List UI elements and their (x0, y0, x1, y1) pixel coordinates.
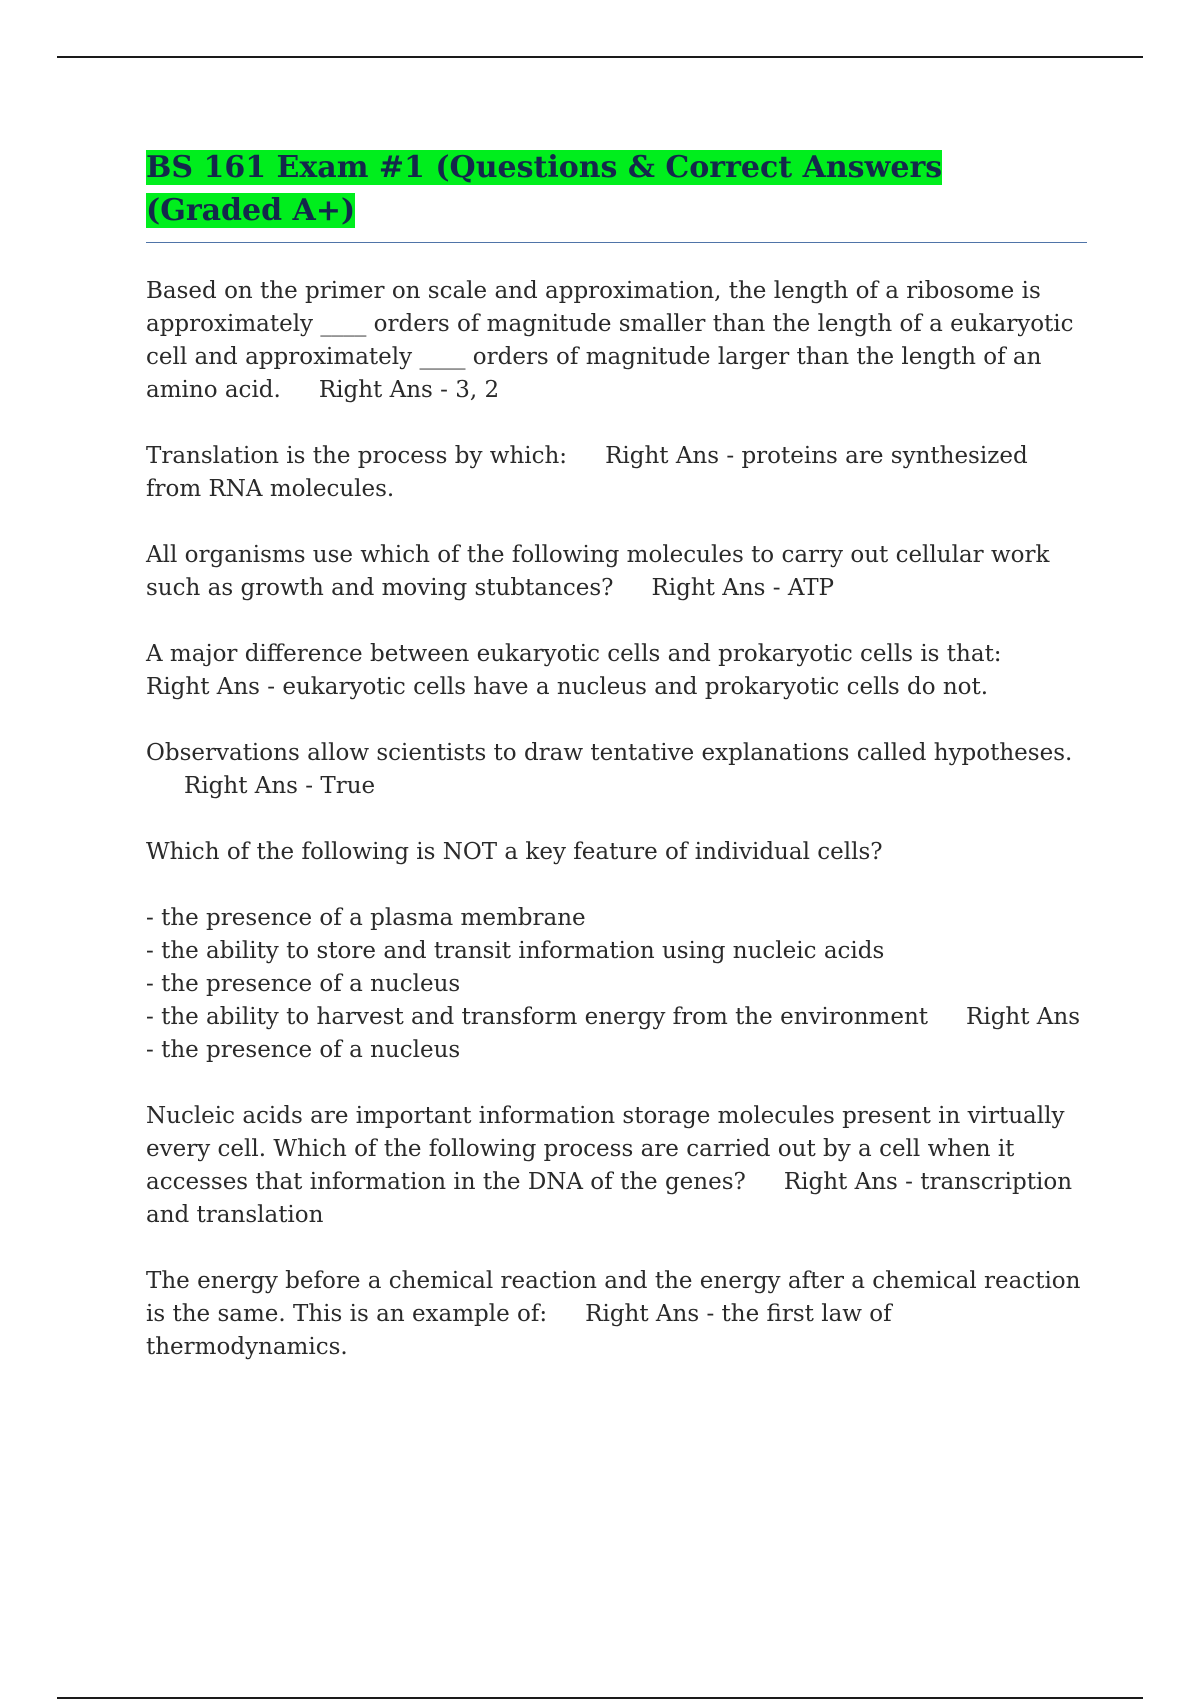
question-text: Observations allow scientists to draw tentative explanations called hypotheses. (146, 740, 1073, 766)
answer-text: Right Ans - True (184, 773, 376, 799)
header-rule (57, 56, 1143, 58)
question-text: The energy before a chemical reaction and the energy after a chemical reaction is the same. This is an example of: (146, 1268, 1088, 1327)
document-body (146, 146, 1086, 1397)
qa-item (146, 638, 1086, 704)
qa-list (146, 275, 1086, 1364)
qa-item (146, 836, 1086, 1067)
answer-text: Right Ans - transcription and translation (146, 1169, 1080, 1228)
answer-text: Right Ans - the first law of thermodynamics. (146, 1301, 899, 1360)
question-text: Based on the primer on scale and approximation, the length of a ribosome is approximately ____ orders of magnitude smaller than the length of a eukaryotic cell and approximately ____ orders of magnitude larger than the length of an amino acid. (146, 278, 1081, 403)
question-text: Which of the following is NOT a key feature of individual cells? - the presence of a plasma membrane - the ability to store and transit information using nucleic acids - the presence of a nucleus - the ability to harvest and transform energy from the environment (146, 839, 929, 1030)
title-underline (146, 242, 1087, 243)
qa-item (146, 737, 1086, 803)
qa-item (146, 1265, 1086, 1364)
qa-item (146, 440, 1086, 506)
qa-item (146, 539, 1086, 605)
question-text: Nucleic acids are important information storage molecules present in virtually every cell. Which of the following process are carried out by a cell when it accesses that information in the DNA of the genes? (146, 1103, 1072, 1195)
question-text: All organisms use which of the following molecules to carry out cellular work such as growth and moving stubtances? (146, 542, 1057, 601)
answer-text: Right Ans - proteins are synthesized from RNA molecules. (146, 443, 1035, 502)
footer-rule (57, 1697, 1143, 1699)
question-text: A major difference between eukaryotic cells and prokaryotic cells is that: (146, 641, 1002, 667)
question-text: Translation is the process by which: (146, 443, 568, 469)
qa-item (146, 275, 1086, 407)
qa-item (146, 1100, 1086, 1232)
document-title (146, 146, 1086, 232)
answer-text: Right Ans - ATP (651, 575, 835, 601)
answer-text: Right Ans - the presence of a nucleus (146, 1004, 1088, 1063)
title-highlight: BS 161 Exam #1 (Questions & Correct Answers (Graded A+) (146, 150, 943, 228)
answer-text: Right Ans - 3, 2 (318, 377, 500, 403)
answer-text: Right Ans - eukaryotic cells have a nucleus and prokaryotic cells do not. (146, 674, 989, 700)
